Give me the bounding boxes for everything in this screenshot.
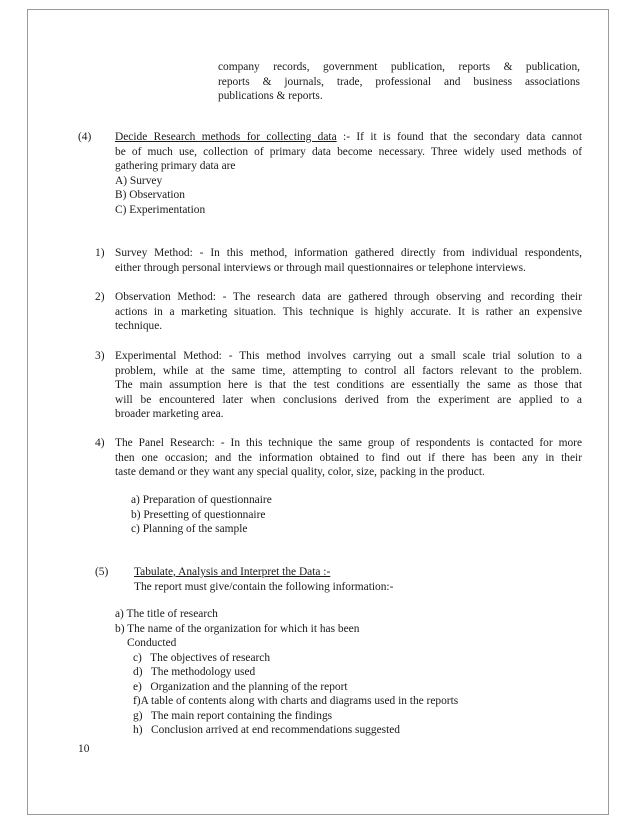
text-line: Experimental Method: - This method involves carrying out a small scale trial solution to a <box>115 350 582 362</box>
report-item-b: b) The name of the organization for which it has been <box>115 623 360 635</box>
method-1-number: 1) <box>95 247 105 259</box>
text-line: reports & journals, trade, professional and business associations <box>218 75 580 88</box>
text-line: Observation Method: - The research data are gathered through observing and recording their <box>115 291 582 303</box>
text-line: gathering primary data are <box>115 160 236 173</box>
step-5-intro: The report must give/contain the following information:- <box>134 581 394 593</box>
text-line: either through personal interviews or through mail questionnaires or telephone interviews. <box>115 261 526 274</box>
report-item-h: h) Conclusion arrived at end recommendations suggested <box>133 724 400 736</box>
report-item-b-continued: Conducted <box>127 637 177 649</box>
text-line: problem, while at the same time, attempting to control all factors relevant to the problem. <box>115 364 582 377</box>
report-item-d: d) The methodology used <box>133 666 256 678</box>
list-item: b) Presetting of questionnaire <box>131 508 266 521</box>
continuation-paragraph <box>218 60 580 104</box>
text-line: Survey Method: - In this method, information gathered directly from individual respondents, <box>115 247 582 259</box>
text-line: company records, government publication, reports & publication, <box>218 61 580 73</box>
list-item: a) Preparation of questionnaire <box>131 494 272 506</box>
text-line: The Panel Research: - In this technique the same group of respondents is contacted for more <box>115 437 582 449</box>
step-5-number: (5) <box>95 566 109 578</box>
step-4-heading: Decide Research methods for collecting data <box>115 131 337 143</box>
panel-sub-list <box>131 493 272 537</box>
text-line: technique. <box>115 320 163 333</box>
step-4-number: (4) <box>78 131 92 143</box>
report-item-f: f)A table of contents along with charts and diagrams used in the reports <box>133 695 459 707</box>
report-item-g: g) The main report containing the findings <box>133 710 333 722</box>
method-2-paragraph <box>115 290 582 334</box>
report-item-e: e) Organization and the planning of the report <box>133 681 348 693</box>
text-line: broader marketing area. <box>115 408 224 421</box>
list-item: c) Planning of the sample <box>131 523 248 536</box>
method-4-paragraph <box>115 436 582 480</box>
option-survey: A) Survey <box>115 174 163 187</box>
text-line: will be encountered later when conclusions derived from the experiment are applied to a <box>115 393 582 406</box>
method-2-number: 2) <box>95 291 105 303</box>
text-line: taste demand or they want any special quality, color, size, packing in the product. <box>115 466 485 479</box>
text-line: publications & reports. <box>218 90 323 103</box>
method-3-number: 3) <box>95 350 105 362</box>
text-fragment: :- If it is found that the secondary data cannot <box>336 131 582 143</box>
text-line: The main assumption here is that the test conditions are essentially the same as those that <box>115 379 582 392</box>
report-item-a: a) The title of research <box>115 608 218 620</box>
step-4-section <box>115 130 582 218</box>
text-line: actions in a marketing situation. This technique is highly accurate. It is rather an expensive <box>115 305 582 318</box>
option-observation: B) Observation <box>115 189 185 202</box>
report-item-c: c) The objectives of research <box>133 652 271 664</box>
method-4-number: 4) <box>95 437 105 449</box>
text-line: be of much use, collection of primary data become necessary. Three widely used methods of <box>115 145 582 158</box>
step-5-heading: Tabulate, Analysis and Interpret the Data :- <box>134 566 331 578</box>
option-experimentation: C) Experimentation <box>115 203 206 216</box>
method-3-paragraph <box>115 349 582 422</box>
page-number: 10 <box>78 743 90 755</box>
step-4-first-line <box>115 130 582 145</box>
text-line: then one occasion; and the information obtained to find out if there has been any in their <box>115 451 582 464</box>
method-1-paragraph <box>115 246 582 275</box>
